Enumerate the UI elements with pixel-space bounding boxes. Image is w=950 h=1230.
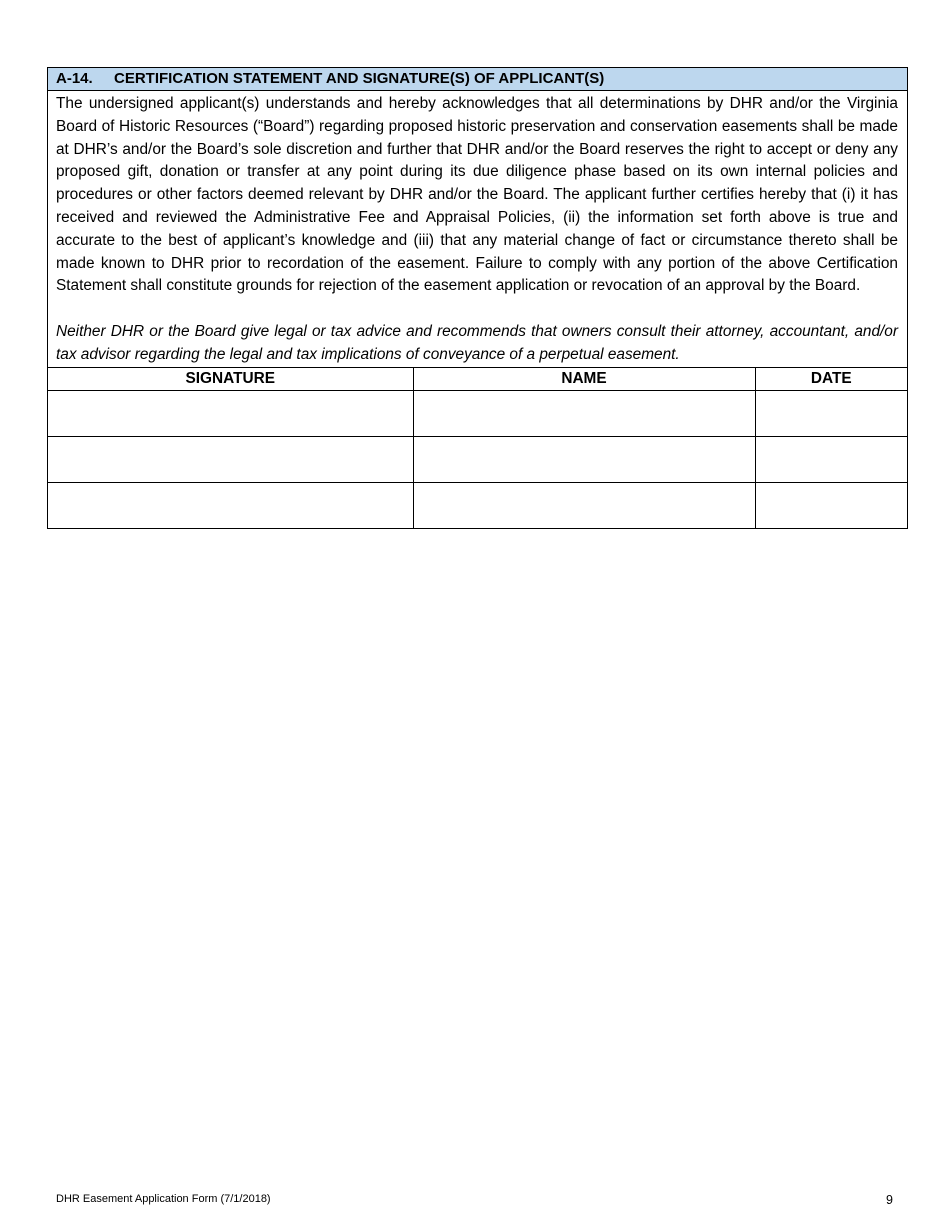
signature-column-header: SIGNATURE — [48, 367, 413, 390]
signature-field[interactable] — [48, 436, 413, 482]
table-row — [48, 436, 907, 482]
date-field[interactable] — [755, 436, 907, 482]
signature-field[interactable] — [48, 390, 413, 436]
footer-form-name: DHR Easement Application Form (7/1/2018) — [56, 1193, 271, 1205]
footer-page-number: 9 — [886, 1193, 893, 1207]
date-field[interactable] — [755, 482, 907, 528]
name-field[interactable] — [413, 436, 755, 482]
signature-table-header-row — [48, 367, 907, 390]
statement-disclaimer: Neither DHR or the Board give legal or tax advice and recommends that owners consult their attorney, accountant, and/or tax advisor regarding the legal and tax implications of conveyance of a perpetual easement. — [56, 322, 898, 363]
table-row — [48, 482, 907, 528]
certification-statement — [48, 91, 907, 367]
section-header — [48, 68, 907, 91]
name-column-header: NAME — [413, 367, 755, 390]
statement-body: The undersigned applicant(s) understands and hereby acknowledges that all determinations by DHR and/or the Virginia Board of Historic Resources (“Board”) regarding proposed historic preservation and conservation easements shall be made at DHR’s and/or the Board’s sole discretion and further that DHR and/or the Board reserves the right to accept or deny any proposed gift, donation or transfer at any point during its due diligence phase based on its own internal policies and procedures or other factors deemed relevant by DHR and/or the Board. The applicant further certifies hereby that (i) it has received and reviewed the Administrative Fee and Appraisal Policies, (ii) the information set forth above is true and accurate to the best of applicant’s knowledge and (iii) that any material change of fact or circumstance thereto shall be made known to DHR prior to recordation of the easement. Failure to comply with any portion of the above Certification Statement shall constitute grounds for rejection of the easement application or revocation of an approval by the Board. — [56, 95, 898, 295]
signature-table — [48, 367, 907, 528]
signature-field[interactable] — [48, 482, 413, 528]
name-field[interactable] — [413, 482, 755, 528]
section-title: CERTIFICATION STATEMENT AND SIGNATURE(S) OF APPLICANT(S) — [114, 70, 605, 87]
name-field[interactable] — [413, 390, 755, 436]
date-field[interactable] — [755, 390, 907, 436]
date-column-header: DATE — [755, 367, 907, 390]
section-code: A-14. — [56, 70, 93, 87]
table-row — [48, 390, 907, 436]
certification-section — [47, 67, 908, 529]
